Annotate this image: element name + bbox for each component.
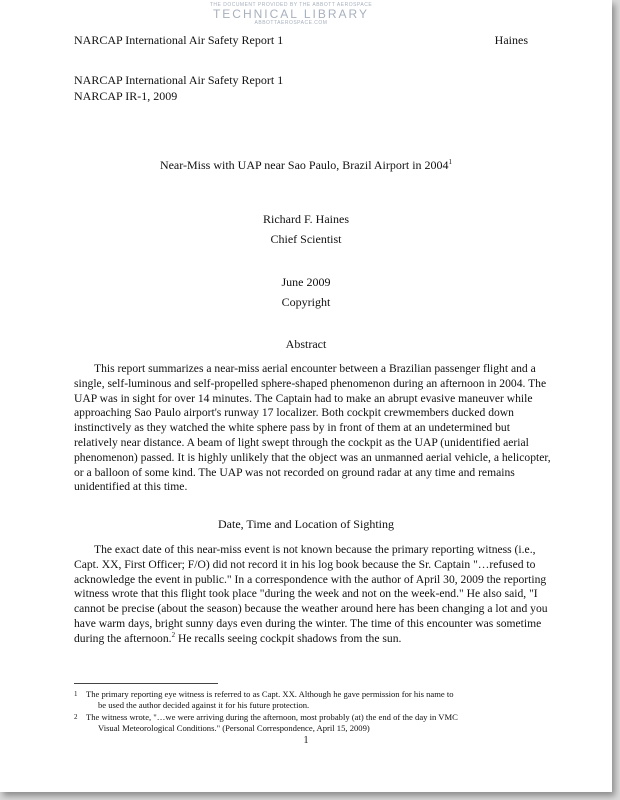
copyright-notice: Copyright bbox=[281, 295, 331, 309]
footnote-divider bbox=[74, 683, 218, 684]
running-header bbox=[74, 33, 528, 48]
footnote-2-line1: The witness wrote, "…we were arriving during the afternoon, most probably (at) the end of the day in VMC bbox=[86, 712, 458, 722]
footnote-2-number: 2 bbox=[74, 713, 78, 721]
publication-date: June 2009 bbox=[281, 275, 331, 289]
footnote-1-number: 1 bbox=[74, 690, 78, 698]
running-header-right: Haines bbox=[494, 33, 528, 47]
watermark-top-line: THE DOCUMENT PROVIDED BY THE ABBOTT AEROSPACE bbox=[209, 2, 373, 8]
author-name: Richard F. Haines bbox=[262, 212, 350, 226]
watermark-title: TECHNICAL LIBRARY bbox=[212, 7, 370, 21]
page-number: 1 bbox=[303, 735, 309, 746]
abstract-paragraph: This report summarizes a near-miss aerial encounter between a Brazilian passenger flight and a single, self-luminous and self-propelled sphere-shaped phenomenon during an afternoon in 2004. The UAP was in sight for over 14 minutes. The Captain had to make an abrupt evasive maneuver while approaching Sao Paulo airport's runway 17 localizer. Both cockpit crewmembers ducked down instinctively as they watched the white sphere pass by in front of them at an undetermined but relatively near distance. A beam of light swept through the cockpit as the UAP (unidentified aerial phenomenon) passed. It is highly unlikely that the object was an unmanned aerial vehicle, a helicopter, or a balloon of some kind. The UAP was not recorded on ground radar at any time and remains unidentified at this time. bbox=[74, 362, 551, 494]
footnote-1-line1: The primary reporting eye witness is referred to as Capt. XX. Although he gave permission for his name to bbox=[86, 689, 454, 699]
title-footnote-ref[interactable]: 1 bbox=[448, 158, 453, 166]
report-identifier bbox=[74, 72, 283, 104]
report-series: NARCAP International Air Safety Report 1 bbox=[74, 73, 284, 87]
abstract-heading: Abstract bbox=[285, 337, 327, 351]
footnote-2 bbox=[74, 712, 544, 734]
footnote-1-line2: be used the author decided against it for his future protection. bbox=[98, 700, 310, 710]
running-header-left: NARCAP International Air Safety Report 1 bbox=[74, 33, 284, 47]
section-paragraph bbox=[74, 543, 552, 647]
footnote-1 bbox=[74, 689, 544, 711]
report-number: NARCAP IR-1, 2009 bbox=[74, 89, 178, 103]
footnote-2-line2: Visual Meteorological Conditions." (Personal Correspondence, April 15, 2009) bbox=[98, 723, 370, 733]
section-text-a: The exact date of this near-miss event is not known because the primary reporting witness (i.e., Capt. XX, First Officer; F/O) did not record it in his log book because the Sr. Captain "…refused to acknowledge the event in public." In a correspondence with the author of April 30, 2009 the reporting witness wrote that this flight took place "during the week and not on the week-end." He also said, "I cannot be precise (about the season) because the weather around here has been changing a lot and you have warm days, bright sunny days even during the winter. The time of this encounter was sometime during the afternoon. bbox=[74, 543, 548, 645]
document-title bbox=[0, 158, 612, 173]
watermark bbox=[196, 2, 386, 26]
section-text-b: He recalls seeing cockpit shadows from the sun. bbox=[175, 631, 402, 645]
title-text: Near-Miss with UAP near Sao Paulo, Brazil Airport in 2004 bbox=[159, 158, 449, 172]
section-heading: Date, Time and Location of Sighting bbox=[218, 517, 394, 531]
author-role: Chief Scientist bbox=[270, 232, 342, 246]
section-footnote-ref[interactable]: 2 bbox=[171, 630, 176, 639]
watermark-url: ABBOTTAEROSPACE.COM bbox=[254, 20, 328, 26]
